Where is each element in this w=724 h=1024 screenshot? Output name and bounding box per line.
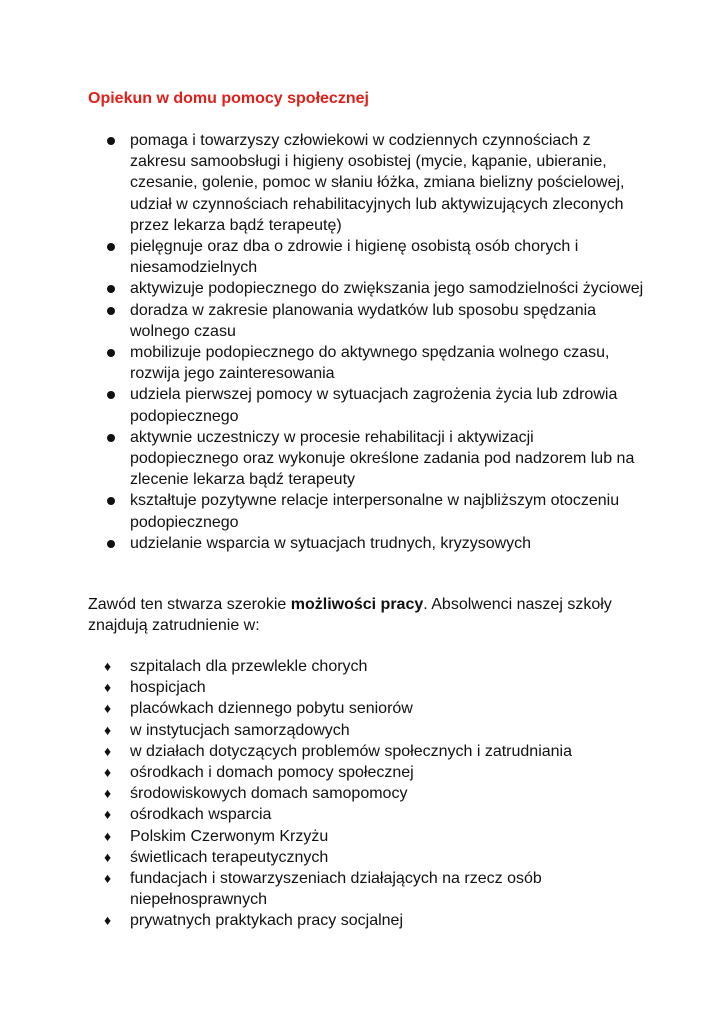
bullet-dot-icon (107, 540, 115, 548)
bullet-diamond-icon: ♦ (104, 700, 112, 717)
list-item-text: świetlicach terapeutycznych (130, 848, 329, 866)
bullet-diamond-icon: ♦ (104, 764, 112, 781)
list-item-text: doradza w zakresie planowania wydatków lub sposobu spędzania wolnego czasu (130, 301, 597, 340)
bullet-diamond-icon: ♦ (104, 806, 112, 823)
list-item (104, 490, 644, 532)
list-item (104, 300, 644, 342)
list-item (104, 868, 644, 910)
list-item (104, 677, 644, 698)
list-item-text: fundacjach i stowarzyszeniach działających na rzecz osób niepełnosprawnych (130, 870, 542, 909)
list-item (104, 762, 644, 783)
list-item (104, 656, 644, 677)
list-item (104, 741, 644, 762)
list-item-text: aktywizuje podopiecznego do zwiększania jego samodzielności życiowej (130, 280, 644, 298)
employment-paragraph (88, 594, 648, 636)
list-item-text: szpitalach dla przewlekle chorych (130, 658, 368, 675)
list-item-text: środowiskowych domach samopomocy (130, 785, 408, 803)
list-item (104, 826, 644, 847)
paragraph-text-end: . Absolwenci naszej szkoły znajdują zatrudnienie w: (88, 596, 612, 635)
list-item-text: kształtuje pozytywne relacje interpersonalne w najbliższym otoczeniu podopiecznego (130, 492, 620, 531)
list-item-text: aktywnie uczestniczy w procesie rehabilitacji i aktywizacji podopiecznego oraz wykonuje określone zadania pod nadzorem lub na zlecenie lekarza bądź terapeuty (130, 428, 635, 489)
bullet-diamond-icon: ♦ (104, 827, 112, 844)
bullet-diamond-icon: ♦ (104, 742, 112, 759)
list-item (104, 804, 644, 825)
bullet-diamond-icon: ♦ (104, 912, 112, 929)
list-item-text: Polskim Czerwonym Krzyżu (130, 827, 329, 845)
bullet-dot-icon (107, 497, 115, 505)
list-item-text: udzielanie wsparcia w sytuacjach trudnych, kryzysowych (130, 534, 532, 552)
workplaces-list (104, 656, 644, 932)
list-item-text: udziela pierwszej pomocy w sytuacjach zagrożenia życia lub zdrowia podopiecznego (130, 386, 618, 425)
list-item-text: w działach dotyczących problemów społecznych i zatrudniania (130, 742, 572, 760)
bullet-diamond-icon: ♦ (104, 658, 112, 674)
list-item (104, 130, 644, 236)
list-item (104, 783, 644, 804)
bullet-diamond-icon: ♦ (104, 721, 112, 738)
list-item-text: hospicjach (130, 679, 206, 697)
list-item-text: ośrodkach wsparcia (130, 806, 272, 824)
list-item (104, 533, 644, 554)
bullet-dot-icon (107, 349, 115, 357)
list-item (104, 720, 644, 741)
list-item (104, 342, 644, 384)
list-item (104, 910, 644, 931)
bullet-diamond-icon: ♦ (104, 679, 112, 696)
list-item-text: w instytucjach samorządowych (130, 721, 350, 739)
bullet-dot-icon (107, 391, 115, 399)
list-item (104, 427, 644, 491)
list-item-text: prywatnych praktykach pracy socjalnej (130, 912, 404, 930)
list-item-text: mobilizuje podopiecznego do aktywnego spędzania wolnego czasu, rozwija jego zainteresowania (130, 344, 610, 383)
list-item-text: ośrodkach i domach pomocy społecznej (130, 764, 414, 782)
bullet-dot-icon (107, 285, 115, 293)
list-item (104, 236, 644, 278)
bullet-diamond-icon: ♦ (104, 785, 112, 802)
bullet-diamond-icon: ♦ (104, 848, 112, 865)
list-item (104, 847, 644, 868)
list-item (104, 698, 644, 719)
list-item-text: pomaga i towarzyszy człowiekowi w codziennych czynnościach z zakresu samoobsługi i higieny osobistej (mycie, kąpanie, ubieranie, czesanie, golenie, pomoc w słaniu łóżka, zmiana bielizny pościelowej, udział w czynnościach rehabilitacyjnych lub aktywizujących zleconych przez lekarza bądź terapeutę) (130, 132, 625, 234)
list-item (104, 384, 644, 426)
bullet-diamond-icon: ♦ (104, 870, 112, 887)
bullet-dot-icon (107, 434, 115, 442)
list-item-text: pielęgnuje oraz dba o zdrowie i higienę osobistą osób chorych i niesamodzielnych (130, 238, 579, 277)
page-title: Opiekun w domu pomocy społecznej (88, 90, 369, 107)
bullet-dot-icon (107, 307, 115, 315)
duties-list (104, 130, 644, 554)
bullet-dot-icon (107, 243, 115, 251)
bullet-dot-icon (107, 137, 115, 145)
paragraph-bold-phrase: możliwości pracy (290, 596, 424, 613)
paragraph-text-start: Zawód ten stwarza szerokie (88, 596, 291, 613)
list-item (104, 278, 644, 299)
list-item-text: placówkach dziennego pobytu seniorów (130, 700, 413, 718)
